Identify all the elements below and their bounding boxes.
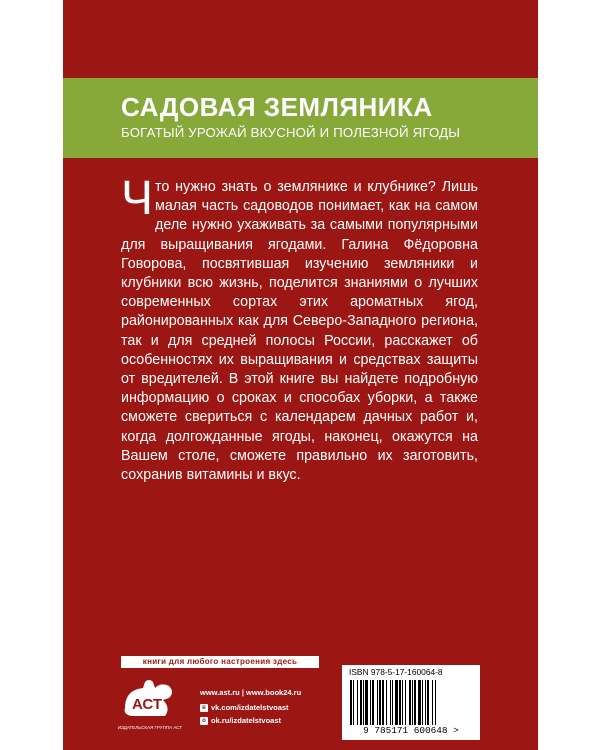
publisher-slogan: книги для любого настроения здесь [121,656,319,668]
vk-text: vk.com/izdatelstvoast [211,703,289,712]
barcode-panel [342,665,480,740]
vk-link[interactable] [200,703,320,712]
book-title: САДОВАЯ ЗЕМЛЯНИКА [121,92,433,122]
ast-logo-icon [121,678,179,722]
book-subtitle: БОГАТЫЙ УРОЖАЙ ВКУСНОЙ И ПОЛЕЗНОЙ ЯГОДЫ [121,125,461,140]
book-description [121,172,478,485]
ok-icon: о [200,717,208,725]
vk-icon: в [200,704,208,712]
logo-caption: ИЗДАТЕЛЬСКАЯ ГРУППА АСТ [117,725,183,730]
logo-text: АСТ [131,696,163,713]
barcode-digits: 9 785171 600648 > [363,725,459,736]
isbn-number: ISBN 978-5-17-160064-8 [349,667,443,677]
barcode-icon [350,680,472,725]
ok-text: ok.ru/izdatelstvoast [211,716,282,725]
website-links[interactable]: www.ast.ru | www.book24.ru [200,688,302,697]
description-text: то нужно знать о землянике и клубнике? Лишь малая часть садоводов понимает, как на самом деле нужно ухаживать за самыми популярными для выращивания ягодами. Галина Фёдоровна Говорова, посвятившая изучению земляники и клубники всю жизнь, поделится знаниями о лучших современных сортах этих ароматных ягод, районированных как для Северо-Западного региона, так и для средней полосы России, расскажет об особенностях их выращивания и средствах защиты от вредителей. В этой книге вы найдете подробную информацию о сроках и способах уборки, а также сможете свериться с календарем дачных работ и, когда долгожданные ягоды, наконец, окажутся на Вашем столе, сможете правильно их заготовить, сохранив витамины и вкус. [121,179,478,484]
drop-cap: Ч [121,172,153,225]
ok-link[interactable] [200,716,320,725]
